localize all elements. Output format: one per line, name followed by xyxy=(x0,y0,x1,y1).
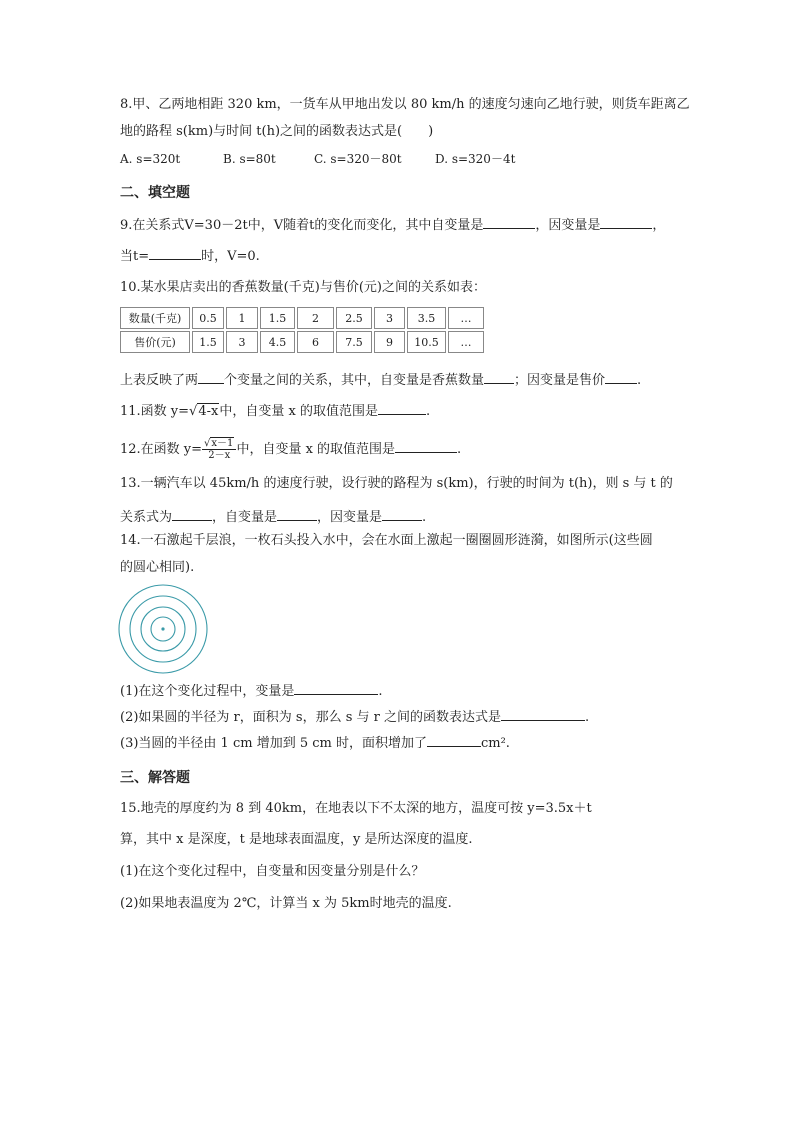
q11-blank xyxy=(378,401,426,415)
table-cell: 0.5 xyxy=(192,307,224,329)
q12-line xyxy=(120,438,461,461)
q10-table xyxy=(118,305,486,355)
q14-p2-text: (2)如果圆的半径为 r，面积为 s，那么 s 与 r 之间的函数表达式是 xyxy=(120,710,501,725)
q9-blank-3 xyxy=(149,246,201,260)
q12-numerator: √x－1 xyxy=(202,438,236,450)
table-cell: 10.5 xyxy=(407,331,446,353)
center-dot xyxy=(161,627,164,630)
table-cell: 3 xyxy=(374,307,405,329)
q9-text-e: 时，V=0. xyxy=(201,249,260,264)
q14-p3-text: (3)当圆的半径由 1 cm 增加到 5 cm 时，面积增加了 xyxy=(120,736,427,751)
q14-part2 xyxy=(120,707,589,727)
q13-blank-3 xyxy=(382,507,422,521)
q8-option-d: D. s=320－4t xyxy=(435,152,516,166)
table-cell: 售价(元) xyxy=(120,331,190,353)
q14-p2-end: . xyxy=(584,710,590,725)
q14-p3-end: cm². xyxy=(480,736,510,751)
q10-intro: 10.某水果店卖出的香蕉数量(千克)与售价(元)之间的关系如表： xyxy=(120,280,486,295)
table-cell: 2 xyxy=(297,307,334,329)
q12-text-a: 12.在函数 y= xyxy=(120,442,203,457)
table-cell: 1.5 xyxy=(260,307,295,329)
q8-option-b: B. s=80t xyxy=(223,152,276,166)
q12-blank xyxy=(395,439,457,453)
q11-line xyxy=(120,401,430,421)
table-cell: 1 xyxy=(226,307,258,329)
q10-text-b: 个变量之间的关系，其中，自变量是香蕉数量 xyxy=(224,373,485,388)
q14-blank-3 xyxy=(427,733,481,747)
section-fill-blank-title: 二、填空题 xyxy=(120,185,190,201)
q9-blank-1 xyxy=(483,215,535,229)
q9-blank-2 xyxy=(600,215,652,229)
q15-line3: (1)在这个变化过程中，自变量和因变量分别是什么？ xyxy=(120,864,425,879)
q13-line2 xyxy=(120,507,426,527)
table-cell: 1.5 xyxy=(192,331,224,353)
q11-text-c: . xyxy=(425,404,431,419)
table-row xyxy=(120,307,484,329)
q15-line2: 算，其中 x 是深度，t 是地球表面温度，y 是所达深度的温度. xyxy=(120,832,473,847)
table-cell: 数量(千克) xyxy=(120,307,190,329)
q14-line2: 的圆心相同). xyxy=(120,560,195,575)
q14-blank-2 xyxy=(501,707,585,721)
table-cell: … xyxy=(448,307,484,329)
q15-line1: 15.地壳的厚度约为 8 到 40km，在地表以下不太深的地方，温度可按 y=3.5x＋t xyxy=(120,801,592,816)
q12-fraction xyxy=(202,438,236,461)
q13-blank-2 xyxy=(277,507,317,521)
q8-options xyxy=(120,150,515,167)
q10-blank-1 xyxy=(198,370,224,384)
q14-p1-text: (1)在这个变化过程中，变量是 xyxy=(120,684,295,699)
q10-blank-2 xyxy=(484,370,514,384)
q8-option-a: A. s=320t xyxy=(120,152,181,166)
q15-line4: (2)如果地表温度为 2℃，计算当 x 为 5km时地壳的温度. xyxy=(120,896,452,911)
concentric-circles-figure xyxy=(117,583,209,675)
table-cell: 3 xyxy=(226,331,258,353)
q12-text-c: . xyxy=(457,442,462,457)
q13-text-c: ，因变量是 xyxy=(317,510,383,525)
table-cell: 4.5 xyxy=(260,331,295,353)
q14-part3 xyxy=(120,733,510,753)
q12-num-radicand: x－1 xyxy=(211,438,234,449)
table-cell: 3.5 xyxy=(407,307,446,329)
q14-p1-end: . xyxy=(378,684,383,699)
q11-text-b: 中，自变量 x 的取值范围是 xyxy=(219,404,378,419)
q13-blank-1 xyxy=(172,507,212,521)
q8-line1: 8.甲、乙两地相距 320 km，一货车从甲地出发以 80 km/h 的速度匀速向乙地行驶，则货车距离乙 xyxy=(120,97,690,112)
q12-text-b: 中，自变量 x 的取值范围是 xyxy=(236,442,396,457)
section-answer-title: 三、解答题 xyxy=(120,770,190,786)
q13-text-d: . xyxy=(422,510,427,525)
q9-text-d: 当t= xyxy=(120,249,150,264)
q13-line1: 13.一辆汽车以 45km/h 的速度行驶，设行驶的路程为 s(km)，行驶的时间为 t(h)，则 s 与 t 的 xyxy=(120,476,673,491)
q14-blank-1 xyxy=(294,681,378,695)
q8-option-c: C. s=320－80t xyxy=(314,152,402,166)
q10-text-a: 上表反映了两 xyxy=(120,373,199,388)
q11-text-a: 11.函数 y= xyxy=(120,404,190,419)
table-cell: 7.5 xyxy=(336,331,372,353)
q14-line1: 14.一石激起千层浪，一枚石头投入水中，会在水面上激起一圈圈圆形涟漪，如图所示(这些圆 xyxy=(120,533,653,548)
table-cell: 9 xyxy=(374,331,405,353)
q9-text-c: ， xyxy=(652,218,666,233)
table-cell: 2.5 xyxy=(336,307,372,329)
table-cell: … xyxy=(448,331,484,353)
q10-text-d: . xyxy=(637,373,642,388)
q11-radicand: 4-x xyxy=(198,404,219,419)
q12-denominator: 2－x xyxy=(208,450,231,461)
q10-text-c: ；因变量是售价 xyxy=(514,373,606,388)
q8-line2: 地的路程 s(km)与时间 t(h)之间的函数表达式是( ) xyxy=(120,124,434,139)
table-cell: 6 xyxy=(297,331,334,353)
sqrt-symbol: √ xyxy=(189,404,198,419)
q13-text-b: ，自变量是 xyxy=(212,510,278,525)
table-row xyxy=(120,331,484,353)
q9-text-a: 9.在关系式V=30－2t中，V随着t的变化而变化，其中自变量是 xyxy=(120,218,484,233)
q10-blank-3 xyxy=(605,370,637,384)
q9-line1 xyxy=(120,215,665,235)
q9-text-b: ，因变量是 xyxy=(535,218,601,233)
q14-part1 xyxy=(120,681,383,701)
q10-after xyxy=(120,370,641,390)
q13-text-a: 关系式为 xyxy=(120,510,173,525)
q9-line2 xyxy=(120,246,260,266)
